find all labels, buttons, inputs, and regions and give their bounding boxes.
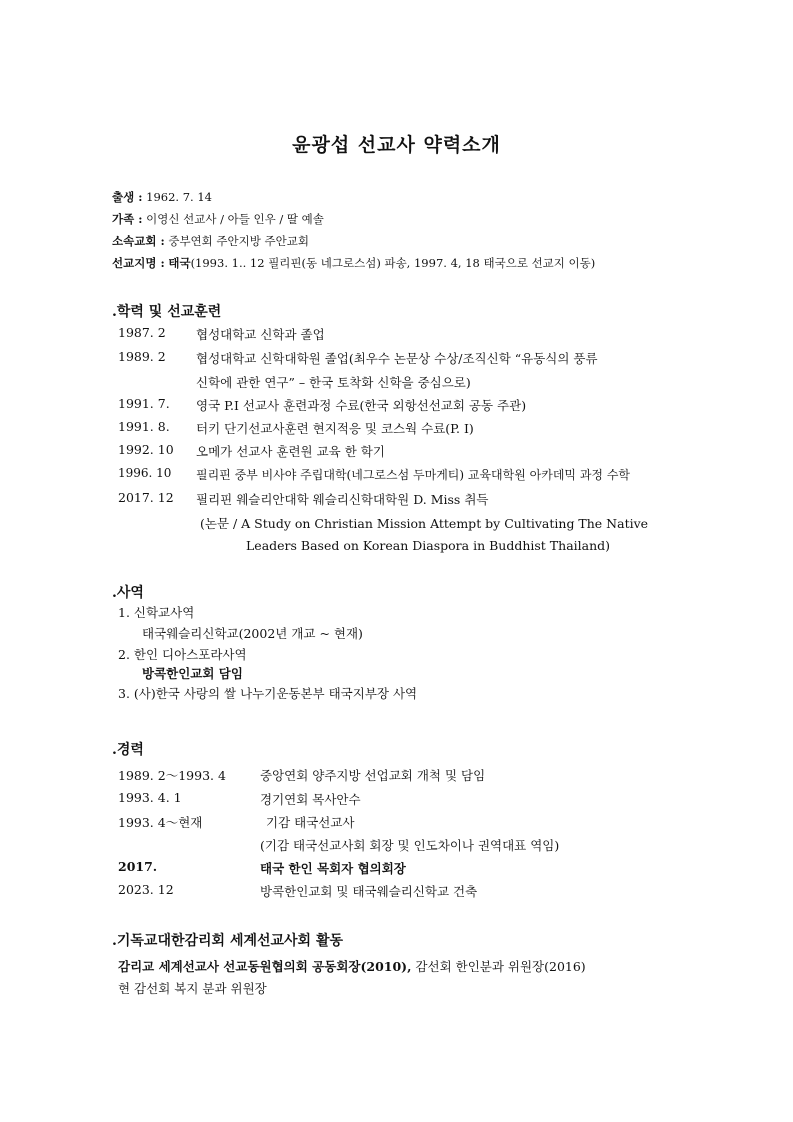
career-text: 중앙연회 양주지방 선업교회 개척 및 담임 [260,768,486,783]
career-text: 방콕한인교회 및 태국웨슬리신학교 건축 [260,884,478,899]
church-value: 중부연회 주안지방 주안교회 [168,234,309,248]
church-row [112,233,309,249]
kmc-line [118,957,586,975]
education-text: 협성대학교 신학과 졸업 [196,327,325,342]
education-date: 1996. 10 [118,466,172,480]
career-text: (기감 태국선교사회 회장 및 인도차이나 권역대표 역임) [260,838,560,853]
birth-value: 1962. 7. 14 [146,190,212,204]
kmc-line-bold: 감리교 세계선교사 선교동원협의회 공동회장(2010), [118,959,412,974]
family-label: 가족 : [112,212,143,226]
family-value: 이영신 선교사 / 아들 인우 / 딸 예솔 [146,212,324,226]
thesis-line: Leaders Based on Korean Diaspora in Buddhist Thailand) [246,538,611,553]
ministry-subitem: 태국웨슬리신학교(2002년 개교 ~ 현재) [142,626,363,641]
education-heading: .학력 및 선교훈련 [112,304,222,320]
education-date: 1991. 7. [118,396,170,411]
education-text: 필리핀 중부 비사야 주립대학(네그로스섬 두마게티) 교육대학원 아카데믹 과정 수학 [196,468,631,482]
region-country: 태국 [168,256,191,270]
education-text: 오메가 선교사 훈련원 교육 한 학기 [196,444,385,459]
region-value: (1993. 1.. 12 필리핀(동 네그로스섬) 파송, 1997. 4, 18 태국으로 선교지 이동) [190,256,596,270]
ministry-subitem: 방콕한인교회 담임 [142,666,243,681]
ministry-item: 3. (사)한국 사랑의 쌀 나누기운동본부 태국지부장 사역 [118,686,418,701]
career-date: 1989. 2～1993. 4 [118,768,226,783]
career-date: 1993. 4～현재 [118,815,203,830]
career-heading: .경력 [112,742,144,758]
ministry-item: 1. 신학교사역 [118,605,195,620]
thesis-line: (논문 / A Study on Christian Mission Attempt by Cultivating The Native [200,516,649,531]
education-text: 신학에 관한 연구” – 한국 토착화 신학을 중심으로) [196,375,471,390]
page-title: 윤광섭 선교사 약력소개 [292,134,501,156]
education-date: 1991. 8. [118,419,170,434]
church-label: 소속교회 : [112,234,165,248]
birth-row [112,189,212,205]
education-text: 영국 P.I 선교사 훈련과정 수료(한국 외항선선교회 공동 주관) [196,398,527,413]
region-label: 선교지명 : [112,256,165,270]
kmc-line-rest: 감선회 한인분과 위원장(2016) [411,959,586,974]
career-date: 2017. [118,859,158,874]
career-date: 2023. 12 [118,882,174,897]
career-text: 기감 태국선교사 [266,815,355,830]
birth-label: 출생 : [112,190,143,204]
kmc-line: 현 감선회 복지 분과 위원장 [118,981,267,996]
education-text: 필리핀 웨슬리안대학 웨슬리신학대학원 D. Miss 취득 [196,492,489,507]
career-date: 1993. 4. 1 [118,790,182,805]
kmc-heading: .기독교대한감리회 세계선교사회 활동 [112,933,344,949]
career-text: 경기연회 목사안수 [260,792,361,807]
education-text: 터키 단기선교사훈련 현지적응 및 코스웍 수료(P. I) [196,421,474,436]
education-date: 1987. 2 [118,325,166,340]
region-row [112,255,595,271]
ministry-item: 2. 한인 디아스포라사역 [118,647,247,662]
family-row [112,211,324,227]
education-date: 1989. 2 [118,349,166,364]
education-text: 협성대학교 신학대학원 졸업(최우수 논문상 수상/조직신학 “유동식의 풍류 [196,351,598,366]
education-date: 1992. 10 [118,442,174,457]
career-text: 태국 한인 목회자 협의회장 [260,861,406,876]
education-date: 2017. 12 [118,490,174,505]
ministry-heading: .사역 [112,585,144,601]
